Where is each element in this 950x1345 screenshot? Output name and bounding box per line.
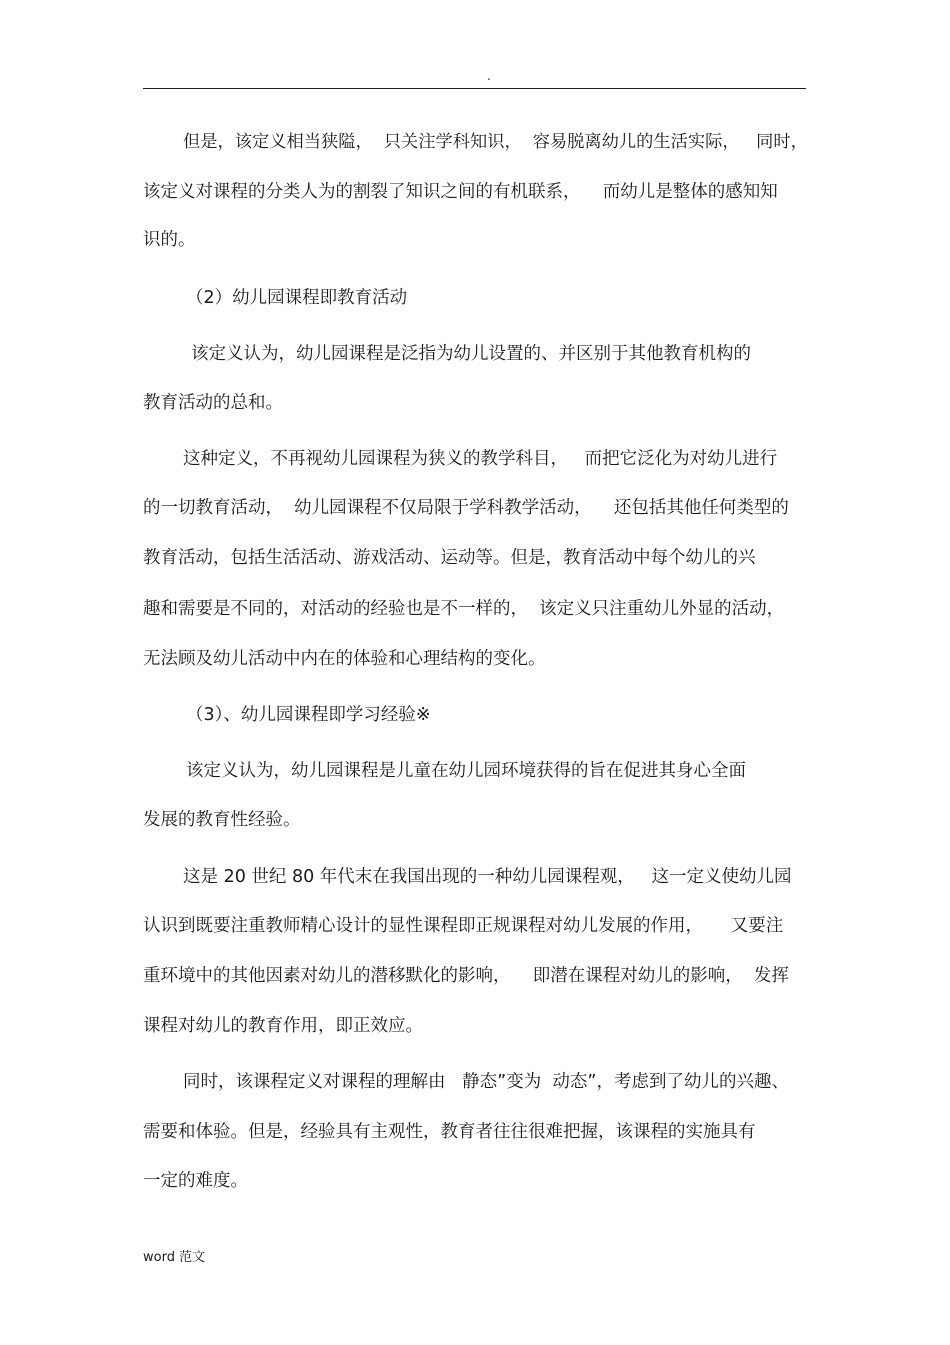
- text-line: 的一切教育活动， 幼儿园课程不仅局限于学科教学活动， 还包括其他任何类型的: [143, 498, 789, 518]
- text-line: 发展的教育性经验。: [143, 810, 301, 830]
- text-line: 认识到既要注重教师精心设计的显性课程即正规课程对幼儿发展的作用， 又要注: [143, 916, 784, 936]
- text-line: 课程对幼儿的教育作用，即正效应。: [143, 1016, 423, 1036]
- text-line: 该定义对课程的分类人为的割裂了知识之间的有机联系， 而幼儿是整体的感知知: [143, 182, 778, 202]
- text-line: 该定义认为，幼儿园课程是儿童在幼儿园环境获得的旨在促进其身心全面: [186, 761, 746, 781]
- text-line: 需要和体验。但是，经验具有主观性，教育者往往很难把握，该课程的实施具有: [143, 1122, 756, 1142]
- header-rule: [143, 88, 806, 89]
- text-line: 教育活动，包括生活活动、游戏活动、运动等。但是，教育活动中每个幼儿的兴: [143, 548, 756, 568]
- text-line: 重环境中的其他因素对幼儿的潜移默化的影响， 即潜在课程对幼儿的影响， 发挥: [143, 966, 789, 986]
- section-heading: （3）、幼儿园课程即学习经验※: [186, 705, 431, 725]
- footer-label: word 范文: [143, 1250, 206, 1265]
- text-line: 这是 20 世纪 80 年代末在我国出现的一种幼儿园课程观， 这一定义使幼儿园: [183, 867, 792, 887]
- text-line: 一定的难度。: [143, 1171, 248, 1191]
- text-line: 该定义认为，幼儿园课程是泛指为幼儿设置的、并区别于其他教育机构的: [191, 344, 751, 364]
- header-mark: .: [487, 69, 491, 83]
- text-line: 识的。: [143, 230, 196, 250]
- text-line: 教育活动的总和。: [143, 393, 283, 413]
- text-line: 同时，该课程定义对课程的理解由 静态”变为 动态”，考虑到了幼儿的兴趣、: [183, 1072, 789, 1092]
- text-line: 这种定义，不再视幼儿园课程为狭义的教学科目， 而把它泛化为对幼儿进行: [183, 449, 778, 469]
- text-line: 无法顾及幼儿活动中内在的体验和心理结构的变化。: [143, 649, 546, 669]
- text-line: 但是，该定义相当狭隘， 只关注学科知识， 容易脱离幼儿的生活实际， 同时，: [183, 132, 808, 152]
- section-heading: （2）幼儿园课程即教育活动: [186, 288, 408, 308]
- text-line: 趣和需要是不同的，对活动的经验也是不一样的， 该定义只注重幼儿外显的活动，: [143, 599, 785, 619]
